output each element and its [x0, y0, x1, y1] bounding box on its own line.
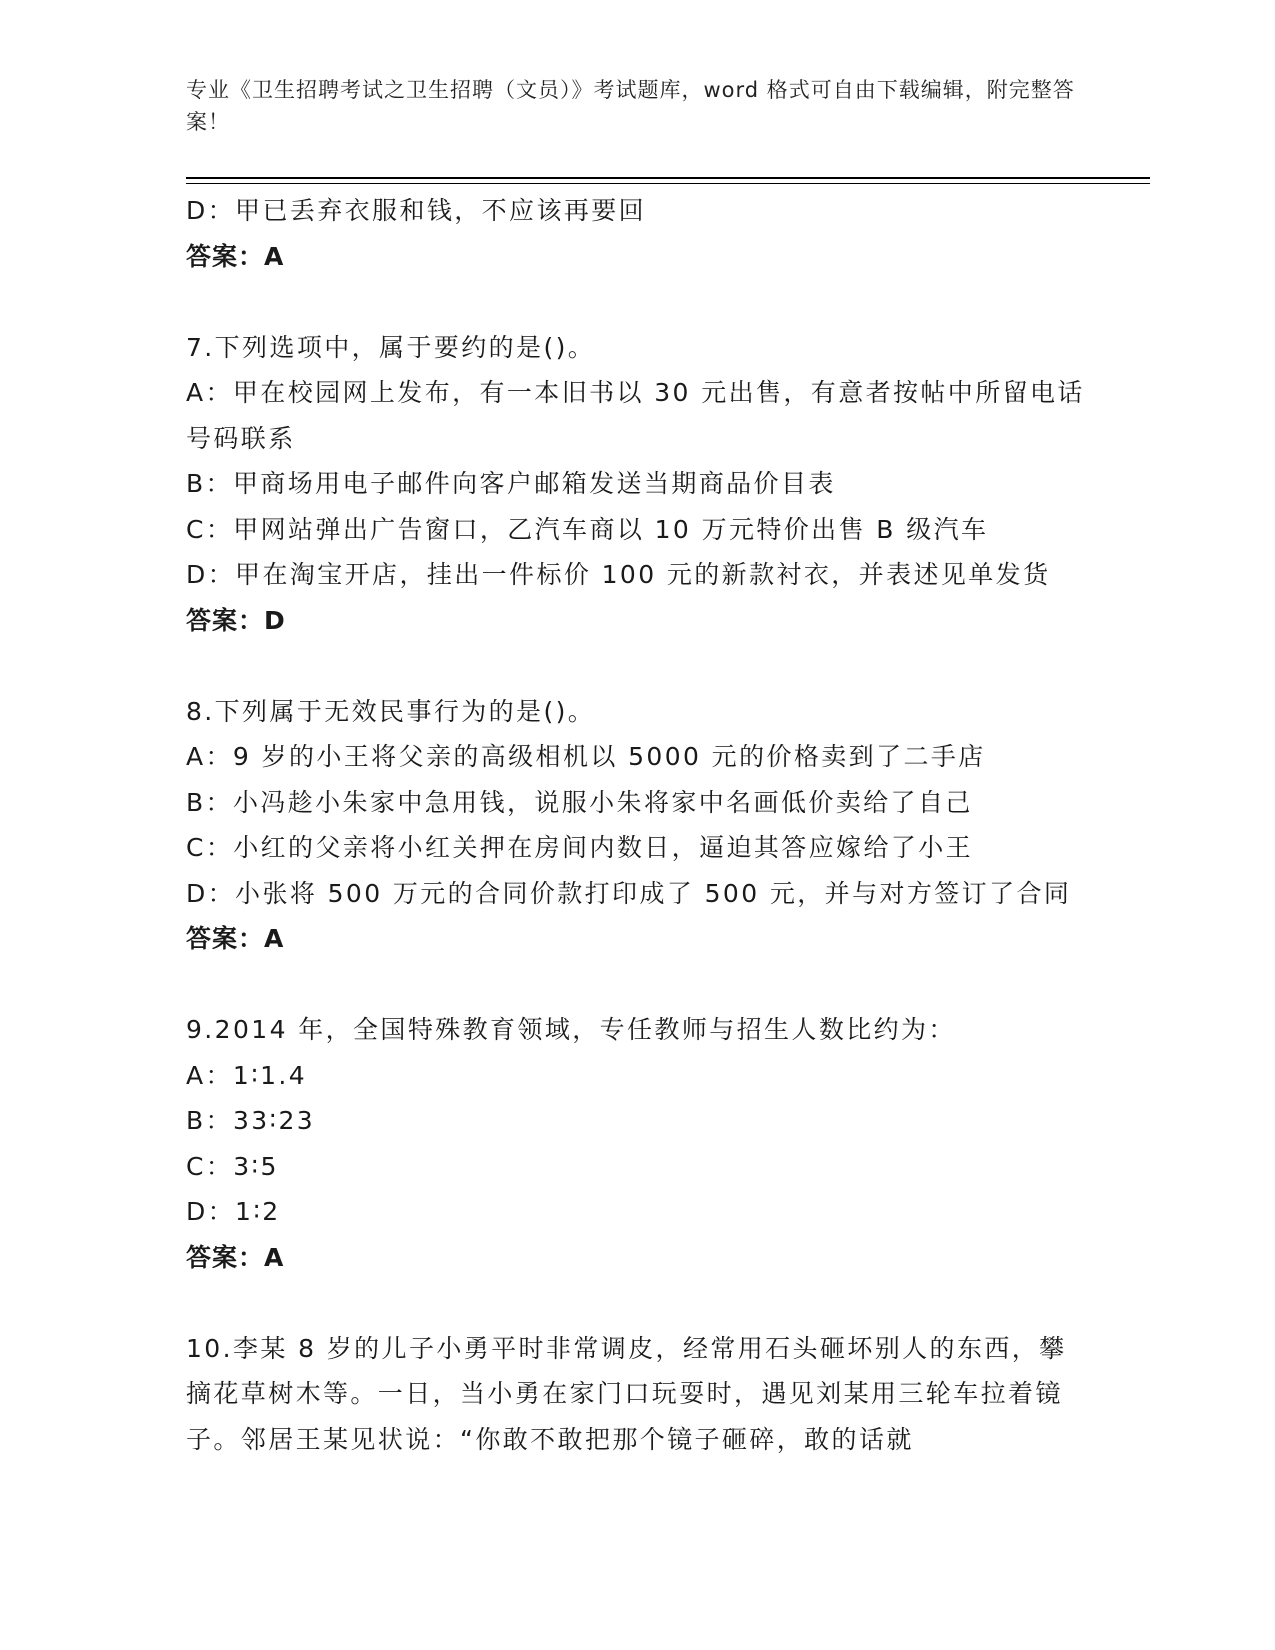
answer: 答案：A	[186, 924, 285, 953]
question-stem: 8.下列属于无效民事行为的是()。	[186, 696, 596, 726]
option-b: B：甲商场用电子邮件向客户邮箱发送当期商品价目表	[186, 469, 836, 498]
option-d: D：甲在淘宝开店，挂出一件标价 100 元的新款衬衣，并表述见单发货	[186, 560, 1051, 589]
question-9	[186, 1007, 1086, 1280]
option-c: C：小红的父亲将小红关押在房间内数日，逼迫其答应嫁给了小王	[186, 833, 974, 862]
header-divider-thin	[186, 183, 1150, 184]
prev-question-option-d: D：甲已丢弃衣服和钱，不应该再要回	[186, 196, 647, 225]
option-b: B：33∶23	[186, 1106, 316, 1135]
document-body	[186, 188, 1086, 1462]
prev-question-answer: 答案：A	[186, 241, 285, 271]
option-a: A：1∶1.4	[186, 1060, 308, 1090]
answer: 答案：A	[186, 1242, 285, 1272]
question-stem: 7.下列选项中，属于要约的是()。	[186, 332, 596, 362]
option-b: B：小冯趁小朱家中急用钱，说服小朱将家中名画低价卖给了自己	[186, 787, 973, 817]
question-stem: 9.2014 年，全国特殊教育领域，专任教师与招生人数比约为：	[186, 1015, 956, 1044]
option-a: A：9 岁的小王将父亲的高级相机以 5000 元的价格卖到了二手店	[186, 742, 986, 771]
option-a: A：甲在校园网上发布，有一本旧书以 30 元出售，有意者按帖中所留电话号码联系	[186, 378, 1085, 453]
option-d: D：1∶2	[186, 1197, 281, 1226]
answer: 答案：D	[186, 605, 286, 635]
option-c: C：甲网站弹出广告窗口，乙汽车商以 10 万元特价出售 B 级汽车	[186, 514, 989, 544]
question-8	[186, 689, 1086, 962]
question-10	[186, 1326, 1086, 1463]
option-c: C：3∶5	[186, 1151, 279, 1181]
option-d: D：小张将 500 万元的合同价款打印成了 500 元，并与对方签订了合同	[186, 878, 1072, 908]
question-stem: 10.李某 8 岁的儿子小勇平时非常调皮，经常用石头砸坏别人的东西，攀摘花草树木等。一日，当小勇在家门口玩耍时，遇见刘某用三轮车拉着镜子。邻居王某见状说：“你敢不敢把那个镜子砸碎，敢的话就	[186, 1333, 1067, 1454]
document-header: 专业《卫生招聘考试之卫生招聘（文员）》考试题库，word 格式可自由下载编辑，附完整答案！	[186, 78, 1075, 134]
question-7	[186, 325, 1086, 644]
header-divider-thick	[186, 177, 1150, 179]
